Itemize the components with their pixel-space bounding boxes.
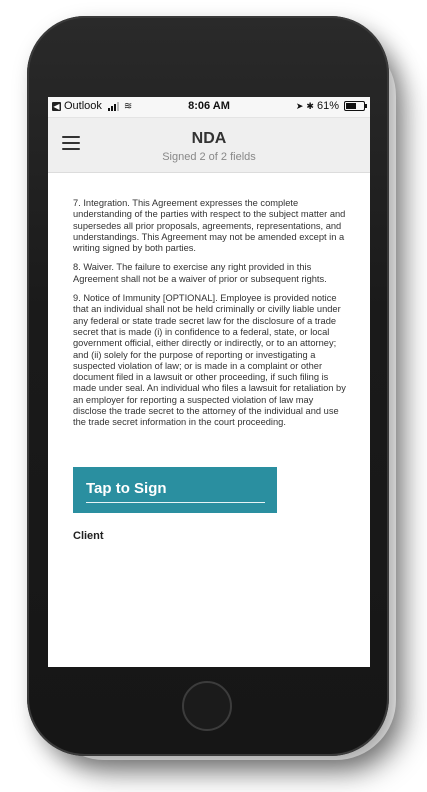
status-bar [48, 97, 370, 118]
page-title: NDA [191, 130, 227, 147]
wifi-icon: ≋ [123, 100, 133, 112]
tap-to-sign-label: Tap to Sign [86, 480, 167, 497]
battery-percent: 61% [316, 100, 339, 112]
document-body [73, 198, 349, 437]
battery-fill [346, 103, 356, 109]
back-arrow-icon: ◀ [53, 101, 60, 111]
nav-bar [48, 118, 370, 173]
app-screen [48, 97, 370, 667]
location-icon: ➤ [295, 100, 304, 111]
signature-line [86, 502, 265, 503]
doc-paragraph-waiver: 8. Waiver. The failure to exercise any right provided in this Agreement shall not be a waiver of prior or subsequent rights. [73, 262, 327, 284]
tap-to-sign-button[interactable] [73, 467, 277, 513]
bluetooth-icon: ✱ [306, 100, 314, 111]
doc-paragraph-integration: 7. Integration. This Agreement expresses the complete understanding of the parties with respect to the subject matter and supersedes all prior proposals, agreements, representations, and understandings. This Agreement may not be amended except in a writing signed by both parties. [73, 198, 346, 254]
home-button[interactable] [182, 681, 232, 731]
back-app-label: Outlook [64, 100, 102, 112]
signing-progress: Signed 2 of 2 fields [162, 151, 256, 163]
status-right [296, 100, 365, 112]
signer-role-label: Client [73, 530, 104, 542]
battery-icon [344, 101, 365, 111]
status-time: 8:06 AM [188, 100, 230, 112]
doc-paragraph-immunity: 9. Notice of Immunity [OPTIONAL]. Employee is provided notice that an individual shall not be held criminally or civilly liable under any federal or state trade secret law for the disclosure of a trade secret that is made (i) in confidence to a federal, state, or local government official, either directly or indirectly, or to an attorney; and (ii) solely for the purpose of reporting or investigating a suspected violation of law; or is made in a complaint or other document filed in a lawsuit or other proceeding, if such filing is made under seal. An individual who files a lawsuit for retaliation by an employer for reporting a suspected violation of law may disclose the trade secret to the attorney of the individual and use the trade secret information in the court proceeding. [73, 293, 346, 428]
